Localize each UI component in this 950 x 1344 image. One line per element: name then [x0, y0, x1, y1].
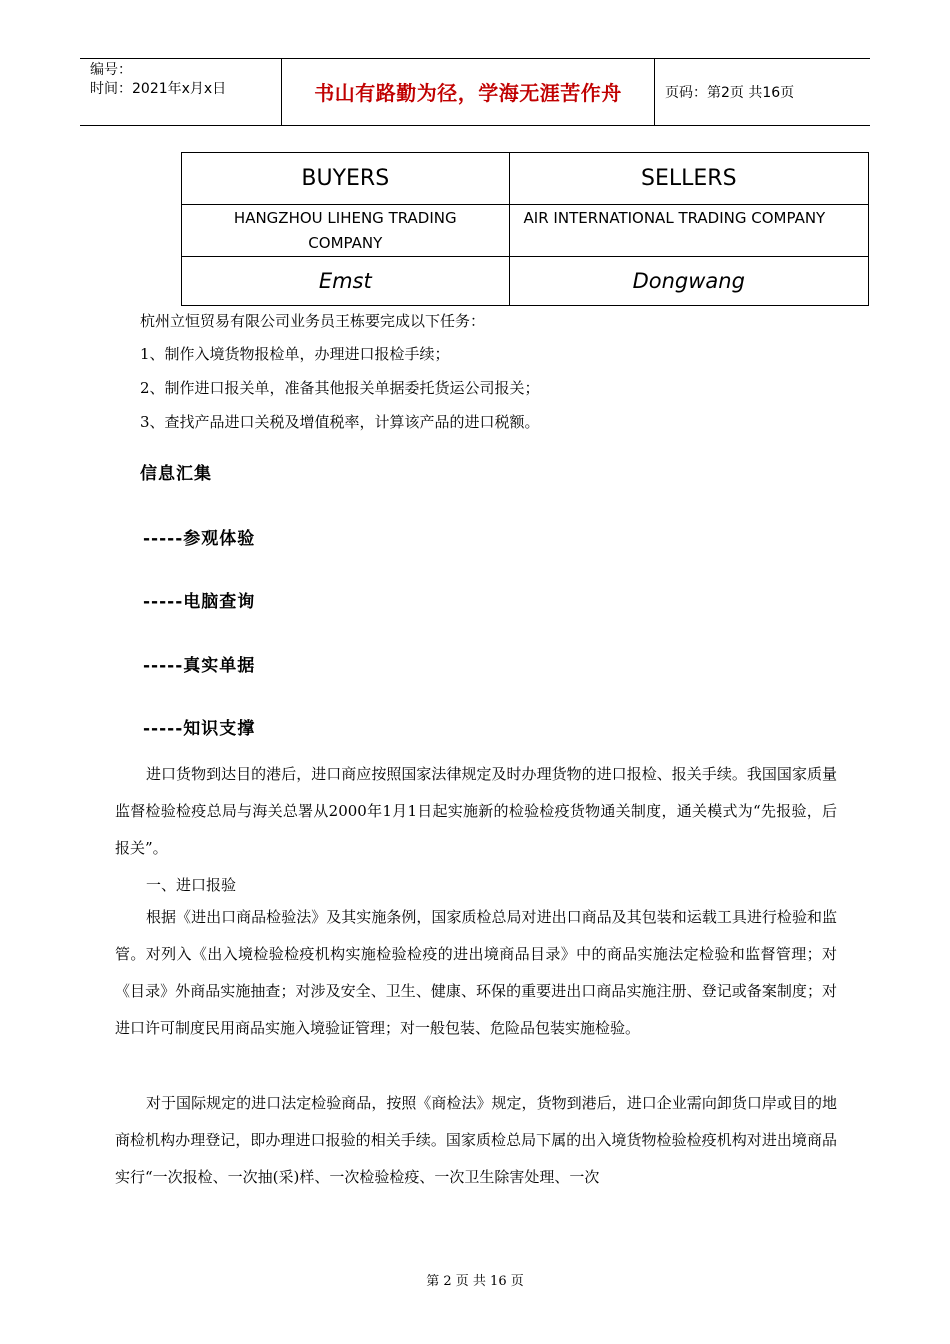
buyer-company: HANGZHOU LIHENG TRADING COMPANY: [182, 205, 510, 257]
doc-time-label: 时间：2021年x月x日: [90, 81, 227, 97]
doc-number-label: 编号：: [90, 62, 132, 78]
info-sub-visit: -----参观体验: [143, 529, 256, 549]
parties-table: [181, 152, 869, 306]
info-sub-knowledge: -----知识支撑: [143, 719, 256, 739]
header-page-info: 页码：第2页 共16页: [665, 85, 795, 101]
task-item-3: 3、查找产品进口关税及增值税率，计算该产品的进口税额。: [140, 413, 540, 431]
info-sub-documents: -----真实单据: [143, 656, 256, 676]
header-divider-right: [654, 58, 655, 125]
footer-page-number: 第 2 页 共 16 页: [426, 1274, 524, 1289]
info-sub-computer: -----电脑查询: [143, 592, 256, 612]
paragraph-inspection-law: 根据《进出口商品检验法》及其实施条例，国家质检总局对进出口商品及其包装和运载工具进行检验和监管。对列入《出入境检验检疫机构实施检验检疫的进出境商品目录》中的商品实施法定检验和监督管理；对《目录》外商品实施抽查；对涉及安全、卫生、健康、环保的重要进出口商品实施注册、登记或备案制度；对进口许可制度民用商品实施入境验证管理；对一般包装、危险品包装实施检验。: [115, 908, 837, 1037]
tasks-intro: 杭州立恒贸易有限公司业务员王栋要完成以下任务：: [140, 312, 486, 330]
seller-company: AIR INTERNATIONAL TRADING COMPANY: [509, 205, 868, 257]
task-item-1: 1、制作入境货物报检单，办理进口报检手续；: [140, 345, 450, 363]
task-item-2: 2、制作进口报关单，准备其他报关单据委托货运公司报关；: [140, 379, 540, 397]
header-motto: 书山有路勤为径，学海无涯苦作舟: [314, 81, 622, 105]
buyers-heading: BUYERS: [182, 153, 510, 205]
paragraph-legal-inspection: 对于国际规定的进口法定检验商品，按照《商检法》规定，货物到港后，进口企业需向卸货口岸或目的地商检机构办理登记，即办理进口报验的相关手续。国家质检总局下属的出入境货物检验检疫机构对进出境商品实行“一次报检、一次抽(采)样、一次检验检疫、一次卫生除害处理、一次: [115, 1094, 837, 1186]
paragraph-intro: 进口货物到达目的港后，进口商应按照国家法律规定及时办理货物的进口报检、报关手续。我国国家质量监督检验检疫总局与海关总署从2000年1月1日起实施新的检验检疫货物通关制度，通关模式为“先报验，后报关”。: [115, 765, 837, 857]
header-bottom-rule: [80, 125, 870, 126]
sellers-heading: SELLERS: [509, 153, 868, 205]
info-title: 信息汇集: [140, 464, 212, 484]
seller-signer: Dongwang: [509, 257, 868, 306]
buyer-signer: Emst: [182, 257, 510, 306]
section-heading-import-inspection: 一、进口报验: [146, 876, 237, 894]
